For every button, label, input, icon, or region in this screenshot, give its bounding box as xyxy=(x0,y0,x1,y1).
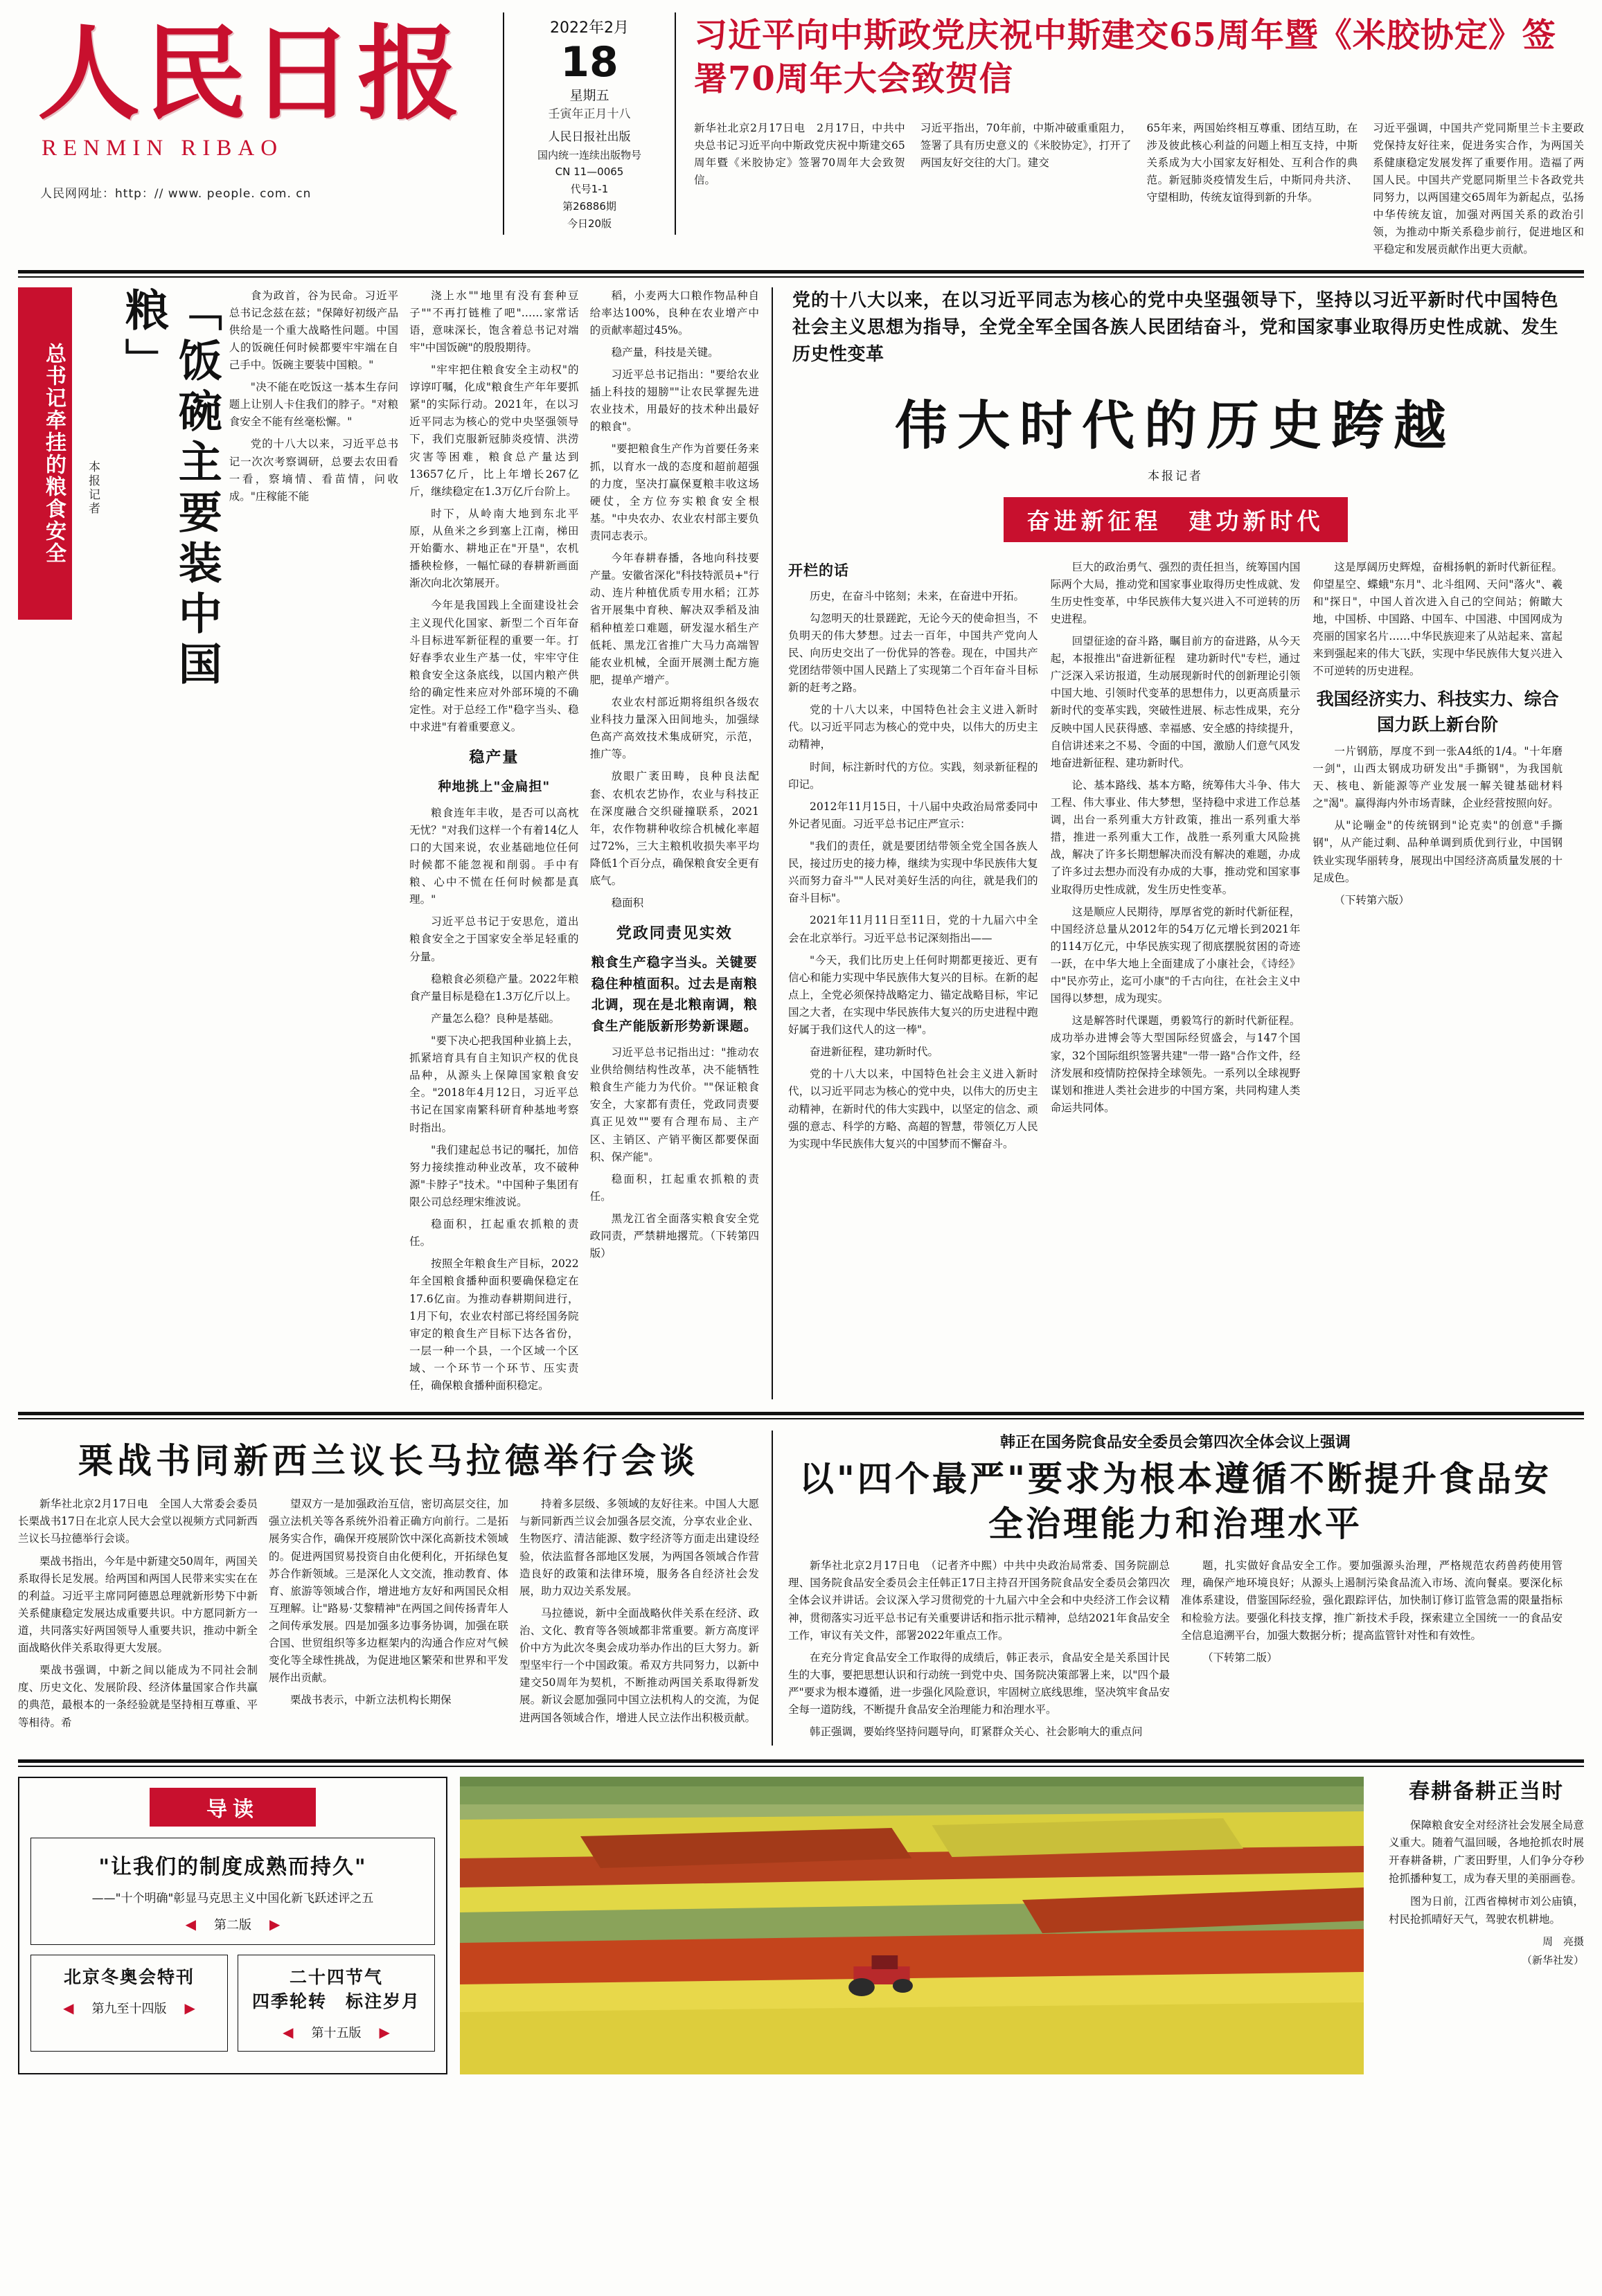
paper-name-cn: 人民日报 xyxy=(37,13,464,134)
lead-byline: 本报记者 xyxy=(1148,469,1203,483)
guide-title: 导读 xyxy=(150,1788,316,1827)
paragraph: 题，扎实做好食品安全工作。要加强源头治理，严格规范农药兽药使用管理，确保产地环境良好；从源头上遏制污染食品流入市场、流向餐桌。要深化标准体系建设，借鉴国际经验，强化跟踪评估，加快制订修订监管急需的限量指标和检验方法。要强化科技支撑，推广新技术手段，探索建立全国统一一的食品安全信息追溯平台，加强大数据分析；提高监管针对性和有效性。 xyxy=(1181,1559,1563,1642)
date-lunar: 壬寅年正月十八 xyxy=(548,107,631,121)
divider-thick-2 xyxy=(18,1412,1584,1415)
footer-section xyxy=(18,1777,1584,2074)
top-story-para: 新华社北京2月17日电 2月17日，中共中央总书记习近平向中斯政党庆祝中斯建交65周年暨《米胶协定》签署70周年大会致贺信。 xyxy=(694,121,905,187)
lower-section xyxy=(18,1430,1584,1746)
text-column xyxy=(788,1557,1170,1746)
guide-item-subtitle: 四季轮转 标注岁月 xyxy=(251,1991,420,2012)
text-column xyxy=(269,1496,508,1736)
paragraph: 稳面积，扛起重农抓粮的责任。 xyxy=(409,1218,579,1248)
paragraph: 党的十八大以来，习近平总书记一次次考察调研，总要去农田看一看，察墒情、看苗情，问收成。"庄稼能不能 xyxy=(229,438,399,503)
guide-item-solar-terms[interactable] xyxy=(238,1955,435,2052)
paragraph: 食为政首，谷为民命。习近平总书记念兹在兹；"保障好初级产品供给是一个重大战略性问题。中国人的饭碗任何时候都要牢牢端在自己手中。饭碗主要装中国粮。" xyxy=(229,289,399,372)
lead-story xyxy=(788,287,1563,555)
arrow-left-icon[interactable]: ◀ xyxy=(63,2000,74,2017)
paragraph: 浇上水""地里有没有套种豆子""不再打链椎了吧"……家常话语，意味深长，饱含着总书记对端牢"中国饭碗"的殷殷期待。 xyxy=(409,289,579,354)
text-column xyxy=(409,287,578,1400)
guide-item-page[interactable]: 第十五版 xyxy=(311,2026,362,2041)
text-column xyxy=(590,287,759,1400)
farm-photo-illustration xyxy=(460,1777,1364,2074)
photo-credit-name: 周 亮摄 xyxy=(1542,1935,1584,1948)
feature-byline: 本报记者 xyxy=(86,460,100,516)
paragraph: 稻，小麦两大口粮作物品种自给率达100%，良种在农业增产中的贡献率超过45%。 xyxy=(589,289,759,337)
top-story-summary xyxy=(694,120,1584,259)
paragraph: "我们的责任，就是要团结带领全党全国各族人民，接过历史的接力棒，继续为实现中华民族伟大复兴而努力奋斗""人民对美好生活的向往，就是我们的奋斗目标"。 xyxy=(788,840,1038,905)
photo-caption xyxy=(1376,1777,1584,2074)
top-story-para: 习近平强调，中国共产党同斯里兰卡主要政党保持友好往来，促进务实合作，为两国关系健康稳定发展发挥了重要作用。造福了两国人民。中国共产党愿同斯里兰卡各政党共同努力，以两国建交65周年为新起点，弘扬中华传统友谊，加强对两国关系的政治引领，为推动中斯关系稳步前行，促进地区和平稳定和发展贡献作出更大贡献。 xyxy=(1373,121,1584,256)
text-column xyxy=(788,559,1038,1158)
paragraph: 今年春耕春播，各地向科技要产量。安徽省深化"科技特派员+"行动、连片种植优质专用水稻；江苏省开展集中育秧、解决双季稻及油稻种植差口难题，研发湿水稻生产低耗、黑龙江省推广大马力高端智能农业机械，全面开展测土配方施肥，提单产增产。 xyxy=(589,552,759,686)
photo-wrap xyxy=(460,1777,1364,2074)
paragraph: "今天，我们比历史上任何时期都更接近、更有信心和能力实现中华民族伟大复兴的目标。在新的起点上，全党必须保持战略定力、锚定战略目标，牢记国之大者，在实现中华民族伟大复兴的历史进程中跑好属于我们这代人的这一棒"。 xyxy=(788,953,1038,1037)
paragraph: 时间，标注新时代的方位。实践，刻录新征程的印记。 xyxy=(788,760,1038,791)
arrow-right-icon[interactable]: ▶ xyxy=(379,2024,390,2041)
paragraph: 2012年11月15日，十八届中央政治局常委同中外记者见面。习近平总书记庄严宣示： xyxy=(788,800,1038,830)
paragraph[interactable]: （下转第二版） xyxy=(1202,1651,1278,1664)
paragraph: 新华社北京2月17日电 全国人大常委会委员长栗战书17日在北京人民大会堂以视频方式同新西兰议长马拉德举行会谈。 xyxy=(18,1498,258,1545)
lead-kicker: 党的十八大以来，在以习近平同志为核心的党中央坚强领导下，坚持以习近平新时代中国特色社会主义思想为指导，全党全军全国各族人民团结奋斗，党和国家事业取得历史性成就、发生历史性变革 xyxy=(792,289,1558,365)
issue-number: 第26886期 xyxy=(562,199,616,213)
paragraph: "要把粮食生产作为首要任务来抓，以育水一战的态度和超前超强的力度，坚决打赢保夏粮丰收这场硬仗，全方位夯实粮食安全根基。"中央农办、农业农村部主要负责同志表示。 xyxy=(589,442,759,543)
farm-photo xyxy=(460,1777,1364,2074)
guide-item-title: 二十四节气 xyxy=(289,1967,383,1988)
date-year-month: 2022年2月 xyxy=(550,19,629,37)
feature-banner: 总书记牵挂的粮食安全 xyxy=(18,287,72,620)
paragraph: 粮食连年丰收，是否可以高枕无忧？"对我们这样一个有着14亿人口的大国来说，农业基础地位任何时候都不能忽视和削弱。手中有粮、心中不慌在任何时候都是真理。" xyxy=(409,806,579,906)
paragraph: 巨大的政治勇气、强烈的责任担当，统筹国内国际两个大局，推动党和国家事业取得历史性成就、发生历史性变革，中华民族伟大复兴进入不可逆转的历史进程。 xyxy=(1050,560,1301,625)
paragraph: 习近平总书记于安思危，道出粮食安全之于国家安全举足轻重的分量。 xyxy=(409,915,579,963)
top-story-para: 65年来，两国始终相互尊重、团结互助，在涉及彼此核心利益的问题上相互支持，中斯关系成为大小国家友好相处、互利合作的典范。新冠肺炎疫情发生后，中斯同舟共济、守望相助，传统友谊得到新的升华。 xyxy=(1146,121,1358,204)
divider-thick xyxy=(18,270,1584,273)
paragraph: 这是解答时代课题，勇毅笃行的新时代新征程。成功举办进博会等大型国际经贸盛会，与147个国家，32个国际组织签署共建"一带一路"合作文件，经济发展和疫情防控保持全球领先。一系列以全球视野谋划和推进人类社会进步的中国方案，共同构建人类命运共同体。 xyxy=(1050,1014,1301,1114)
text-column xyxy=(1181,1557,1563,1746)
paragraph: 历史，在奋斗中铭刻；未来，在奋进中开拓。 xyxy=(810,589,1025,602)
issn-number: CN 11—0065 xyxy=(555,165,624,179)
feature-title[interactable]: 「饭碗主要装中国粮」 xyxy=(118,287,223,692)
subhead-2: 种地挑上"金扁担" xyxy=(438,778,551,794)
paragraph: 望双方一是加强政治互信，密切高层交往，加强立法机关等各系统外沿着正确方向前行。二是拓展务实合作，确保开疫展阶饮中深化高新技术领域的。促进两国贸易投资自由化便利化，开拓绿色复苏合作新领域。三是深化人文交流，推动教育、体育、旅游等领域合作，增进地方友好和两国民众相互理解。让"路易·艾黎精神"在两国之间传扬青年人之间传承发展。四是加强多边事务协调，加强在联合国、世贸组织等多边框架内的沟通合作应对气候变化等全球性挑战，为促进地区繁荣和世界和平发展作出贡献。 xyxy=(269,1498,508,1685)
story-food-kicker: 韩正在国务院食品安全委员会第四次全体会议上强调 xyxy=(999,1434,1351,1452)
paragraph: 这是顺应人民期待，厚厚省党的新时代新征程，中国经济总量从2012年的54万亿元增长到2021年的114万亿元，中华民族实现了彻底摆脱贫困的奇迹一跃，在中华大地上全面建成了小康社会，《诗经》中"民亦劳止，迄可小康"的千古向往，在社会主义中国得以梦想，成为现实。 xyxy=(1050,905,1301,1005)
paragraph: 栗战书强调，中新之间以能成为不同社会制度、历史文化、发展阶段、经济体量国家合作共赢的典范，最根本的一条经验就是坚持相互尊重、平等相待。希 xyxy=(18,1664,258,1729)
paper-name-pinyin: RENMIN RIBAO xyxy=(42,136,284,161)
paragraph: 勾忽明天的壮景蹉跎，无论今天的使命担当，不负明天的伟大梦想。过去一百年，中国共产党向人民、向历史交出了一份优异的答卷。现在，中国共产党团结带领中国人民踏上了实现第二个百年奋斗目标新的赶考之路。 xyxy=(788,611,1038,694)
paragraph: 图为日前，江西省樟树市刘公庙镇，村民抢抓晴好天气，驾驶农机耕地。 xyxy=(1389,1895,1584,1926)
paragraph: 稳面积，扛起重农抓粮的责任。 xyxy=(589,1172,759,1203)
date-day: 18 xyxy=(560,38,618,87)
left-column xyxy=(18,287,773,1400)
paragraph: "决不能在吃饭这一基本生存问题上让别人卡住我们的脖子。"对粮食安全不能有丝毫松懈。" xyxy=(229,381,399,429)
paragraph: 时下，从岭南大地到东北平原，从鱼米之乡到塞上江南，梯田开始衢水、耕地正在"开垦"，农机播秧检修，一幅忙碌的春耕新画面渐次向北次第展开。 xyxy=(409,507,579,590)
left-feature xyxy=(18,287,759,1400)
guide-main-page[interactable]: 第二版 xyxy=(214,1918,251,1933)
guide-item-pager xyxy=(244,2023,429,2041)
paragraph: 栗战书指出，今年是中新建交50周年，两国关系取得长足发展。给两国和两国人民带来实实在在的利益。习近平主席同阿德恩总理就新形势下中新关系健康稳定发展达成重要共识。中方愿同新方一道，共同落实好两国领导人重要共识，推动中新全面战略伙伴关系取得更大发展。 xyxy=(18,1554,258,1655)
text-column xyxy=(519,1496,759,1736)
paragraph: 习近平总书记指出："要给农业插上科技的翅膀""让农民掌握先进农业技术，用最好的技术种出最好的粮食"。 xyxy=(589,368,759,433)
paragraph: 党的十八大以来，中国特色社会主义进入新时代。以习近平同志为核心的党中央，以伟大的历史主动精神， xyxy=(788,703,1038,751)
guide-item-olympics[interactable] xyxy=(30,1955,228,2052)
top-story-para: 习近平指出，70年前，中斯冲破重重阻力，签署了具有历史意义的《米胶协定》，打开了两国友好交往的大门。建交 xyxy=(920,121,1132,169)
paragraph: 产量怎么稳？良种是基础。 xyxy=(431,1012,560,1025)
story-nz xyxy=(18,1430,773,1746)
story-food-text xyxy=(788,1557,1563,1746)
arrow-right-icon[interactable]: ▶ xyxy=(184,2000,195,2017)
paper-website[interactable]: 人民网网址：http：// www. people. com. cn xyxy=(40,187,312,201)
guide-main-sub: ——"十个明确"彰显马克思主义中国化新飞跃述评之五 xyxy=(91,1892,374,1906)
divider-thin-3 xyxy=(18,1766,1584,1767)
text-column xyxy=(229,287,398,1400)
story-food-safety xyxy=(773,1430,1563,1746)
paragraph: 2021年11月11日至11日，党的十九届六中全会在北京举行。习近平总书记深刻指出—— xyxy=(788,914,1038,944)
paragraph: 新华社北京2月17日电 （记者齐中熙）中共中央政治局常委、国务院副总理、国务院食品安全委员会主任韩正17日主持召开国务院食品安全委员会第四次全体会议并讲话。会议深入学习贯彻党的十九届六中全会和中央经济工作会议精神，贯彻落实习近平总书记有关重要讲话和指示批示精神，总结2021年食品安全工作，审议有关文件，部署2022年重点工作。 xyxy=(788,1559,1170,1642)
lead-title[interactable]: 伟大时代的历史跨越 xyxy=(895,394,1456,456)
masthead-logo xyxy=(18,10,503,201)
page-count: 今日20版 xyxy=(567,217,612,230)
paragraph: 稳粮食必须稳产量。2022年粮食产量目标是稳在1.3万亿斤以上。 xyxy=(409,972,579,1003)
paragraph: 一片钢筋，厚度不到一张A4纸的1/4。"十年磨一剑"，山西太钢成功研发出"手撕钢"，为我国航天、核电、新能源等产业发展一解关键基础材料之"渴"。赢得海内外市场青睐，企业经营按照向好。 xyxy=(1312,744,1563,810)
guide-main-item[interactable] xyxy=(30,1838,435,1945)
arrow-left-icon[interactable]: ◀ xyxy=(185,1916,196,1933)
paragraph: 按照全年粮食生产目标，2022年全国粮食播种面积要确保稳定在17.6亿亩。为推动春耕期间进行，1月下旬，农业农村部已将经国务院审定的粮食生产目标下达各省份，一层一种一个县，一个区域一个区域、一个环节一个环节、压实责任，确保粮食播种面积稳定。 xyxy=(409,1257,579,1392)
feature-text xyxy=(229,287,759,1400)
paragraph: 论、基本路线、基本方略，统筹伟大斗争、伟大工程、伟大事业、伟大梦想，坚持稳中求进工作总基调，出台一系列重大方针政策，推出一系列重大举措，推进一系列重大工作，战胜一系列重大风险挑战，解决了许多长期想解决而没有解决的难题，办成了许多过去想办而没有办成的大事，推动党和国家事业取得历史性成就，发生历史性变革。 xyxy=(1050,778,1301,896)
divider-thin xyxy=(18,276,1584,278)
guide-box xyxy=(18,1777,447,2074)
story-food-title[interactable]: 以"四个最严"要求为根本遵循不断提升食品安全治理能力和治理水平 xyxy=(799,1458,1552,1545)
guide-item-title: 北京冬奥会特刊 xyxy=(63,1967,195,1988)
guide-main-quote: "让我们的制度成熟而持久" xyxy=(98,1855,367,1880)
paragraph: "牢牢把住粮食安全主动权"的谆谆叮嘱，化成"粮食生产年年要抓紧"的实际行动。2021年，在以习近平同志为核心的党中央坚强领导下，我们克服新冠肺炎疫情、洪涝灾害等困难，粮食总产量达到13657亿斤，比上年增长267亿斤，继续稳定在1.3万亿斤台阶上。 xyxy=(409,364,579,498)
arrow-left-icon[interactable]: ◀ xyxy=(283,2024,294,2041)
masthead-date-block xyxy=(503,12,676,235)
guide-row xyxy=(30,1955,435,2052)
subhead: 党政同责见实效 xyxy=(616,924,733,943)
guide-item-page[interactable]: 第九至十四版 xyxy=(91,2002,167,2017)
paragraph: 农业农村部近期将组织各级农业科技力量深入田间地头，加强绿色高产高效技术集成研究，示范，推广等。 xyxy=(589,696,759,761)
paragraph: 放眼广袤田畴，良种良法配套、农机农艺协作，农业与科技正在深度融合交织碰撞联系，2021年，农作物耕种收综合机械化率超过72%，三大主粮机收损失率平均降低1个百分点，确保粮食安全更有底气。 xyxy=(589,770,759,888)
paragraph: 从"论嘣金"的传统钢到"论克卖"的创意"手撕钢"，从产能过剩、品种单调到质优到行业，中国钢铁业实现华丽转身，展现出中国经济高质量发展的十足成色。 xyxy=(1312,819,1563,884)
campaign-banner: 奋进新征程 建功新时代 xyxy=(1004,497,1348,542)
subhead: 稳产量 xyxy=(469,748,519,767)
text-column xyxy=(1312,559,1563,1158)
paragraph: 这是厚阔历史辉煌，奋楫扬帆的新时代新征程。仰望星空、蝶蛾"东月"、北斗组网、天问"落火"、羲和"探日"，中国人首次进入自己的空间站；俯瞰大地，中国桥、中国路、中国车、中国港、中国网成为亮丽的国家名片……中华民族迎来了从站起来、富起来到强起来的伟大飞跃，实现中华民族伟大复兴进入不可逆转的历史进程。 xyxy=(1312,560,1563,678)
paragraph: 保障粮食安全对经济社会发展全局意义重大。随着气温回暖，各地抢抓农时展开春耕备耕，广袤田野里，人们争分夺秒抢抓播种复工，成为春天里的美丽画卷。 xyxy=(1389,1818,1584,1885)
paragraph: "要下决心把我国种业搞上去，抓紧培育具有自主知识产权的优良品种，从源头上保障国家粮食安全。"2018年4月12日，习近平总书记在国家南繁科研育种基地考察时指出。 xyxy=(409,1034,579,1134)
paragraph: 奋进新征程，建功新时代。 xyxy=(810,1046,939,1059)
paragraph: 回望征途的奋斗路，瞩目前方的奋进路，从今天起，本报推出"奋进新征程 建功新时代"专栏，通过广泛深入采访报道，生动展现新时代的创新理论引领中国大地、引领时代变革的思想伟力，以更高质量示新时代的变革实践，突破性进展、标志性成果，充分反映中国人民获得感、幸福感、安全感的持续提升，自信讲述来之不易、令面的中国，激励人们意气风发地奋进新征程、建功新时代。 xyxy=(1050,635,1301,769)
lead-text xyxy=(788,559,1563,1158)
guide-item-pager xyxy=(37,1999,222,2017)
top-story-headline[interactable]: 习近平向中斯政党庆祝中斯建交65周年暨《米胶协定》签署70周年大会致贺信 xyxy=(694,16,1556,99)
paragraph: "我们建起总书记的嘱托，加倍努力接续推动种业改革，攻不破种源"卡脖子"技术。"中国种子集团有限公司总经理宋维波说。 xyxy=(409,1143,579,1209)
paragraph: 持着多层级、多领域的友好往来。中国人大愿与新同新西兰议会加强各层交流，分享农业企业、生物医疗、清洁能源、数字经济等方面走出建设经验，依法监督各部地区发展，为两国各领域合作营造良好的政策和法律环境，服务各自经济社会发展，助力双边关系发展。 xyxy=(519,1498,759,1597)
paragraph: 稳产量，科技是关键。 xyxy=(611,346,719,359)
publisher: 人民日报社出版 xyxy=(548,130,631,144)
text-column xyxy=(1051,559,1301,1158)
paragraph: 党的十八大以来，中国特色社会主义进入新时代，以习近平同志为核心的党中央，以伟大的历史主动精神，在新时代的伟大实践中，以坚定的信念、顽强的意志、科学的方略、高超的智慧，带领亿万人民为实现中华民族伟大复兴的中国梦而不懈奋斗。 xyxy=(788,1068,1038,1150)
paragraph: 稳面积 xyxy=(611,897,644,910)
masthead xyxy=(18,0,1584,259)
main-body xyxy=(18,287,1584,1400)
right-column xyxy=(773,287,1563,1400)
arrow-right-icon[interactable]: ▶ xyxy=(269,1916,281,1933)
paragraph: 韩正强调，要始终坚持问题导向，盯紧群众关心、社会影响大的重点问 xyxy=(810,1725,1143,1739)
divider-thin-2 xyxy=(18,1418,1584,1419)
issn-label: 国内统一连续出版物号 xyxy=(537,148,641,161)
paragraph: 今年是我国践上全面建设社会主义现代化国家、新型二个百年奋斗目标进军新征程的重要一年。打好春季农业生产基一仗，牢牢守住粮食安全这条底线，以国内粮产供给的确定性来应对外部环境的不确定性。对于总经工作"稳字当头、稳中求进"有着重要意义。 xyxy=(409,599,579,734)
paragraph: 习近平总书记指出过："推动农业供给侧结构性改革，决不能牺牲粮食生产能力为代价。""保证粮食安全，大家都有责任，党政同责要真正见效""要有合理布局、主产区、主销区、产销平衡区都要保面积、保产能"。 xyxy=(589,1046,759,1163)
subhead-2: 粮食生产稳字当头。关键要稳住种植面积。过去是南粮北调，现在是北粮南调，粮食生产能版新形势新课题。 xyxy=(591,954,758,1034)
photo-credit-source: （新华社发） xyxy=(1521,1954,1584,1967)
section-head: 我国经济实力、科技实力、综合国力跃上新台阶 xyxy=(1316,689,1559,735)
paragraph: 马拉德说，新中全面战略伙伴关系在经济、政治、文化、教育等各领域都非常重要。新方高度评价中方为此次冬奥会成功举办作出的巨大努力。新型坚牢行一个中国政策。希双方共同努力，以新中建交50周年为契机，不断推动两国关系取得新发展。新议会愿加强同中国立法机构人的交流，为促进两国各领域合作，增进人民立法作出积极贡献。 xyxy=(519,1606,759,1724)
paragraph: 栗战书表示，中新立法机构长期保 xyxy=(290,1694,452,1707)
postal-code: 代号1-1 xyxy=(570,183,609,195)
paragraph: 黑龙江省全面落实粮食安全党政同责，严禁耕地撂荒。（下转第四版） xyxy=(589,1212,759,1260)
paragraph[interactable]: （下转第六版） xyxy=(1334,893,1409,906)
story-nz-text xyxy=(18,1496,759,1736)
paragraph: 在充分肯定食品安全工作取得的成绩后，韩正表示，食品安全是关系国计民生的大事，要把思想认识和行动统一到党中央、国务院决策部署上来，以"四个最严"要求为根本遵循，进一步强化风险意识，牢固树立底线思维，坚决筑牢食品安全每一道防线，不断提升食品安全治理能力和治理水平。 xyxy=(788,1651,1170,1716)
top-story xyxy=(676,10,1584,259)
story-nz-title[interactable]: 栗战书同新西兰议长马拉德举行会谈 xyxy=(78,1440,699,1482)
divider-thick-3 xyxy=(18,1759,1584,1763)
open-head: 开栏的话 xyxy=(788,561,849,579)
date-weekday: 星期五 xyxy=(569,88,609,103)
guide-main-pager xyxy=(38,1915,427,1933)
text-column xyxy=(18,1496,258,1736)
photo-caption-title: 春耕备耕正当时 xyxy=(1409,1779,1564,1804)
